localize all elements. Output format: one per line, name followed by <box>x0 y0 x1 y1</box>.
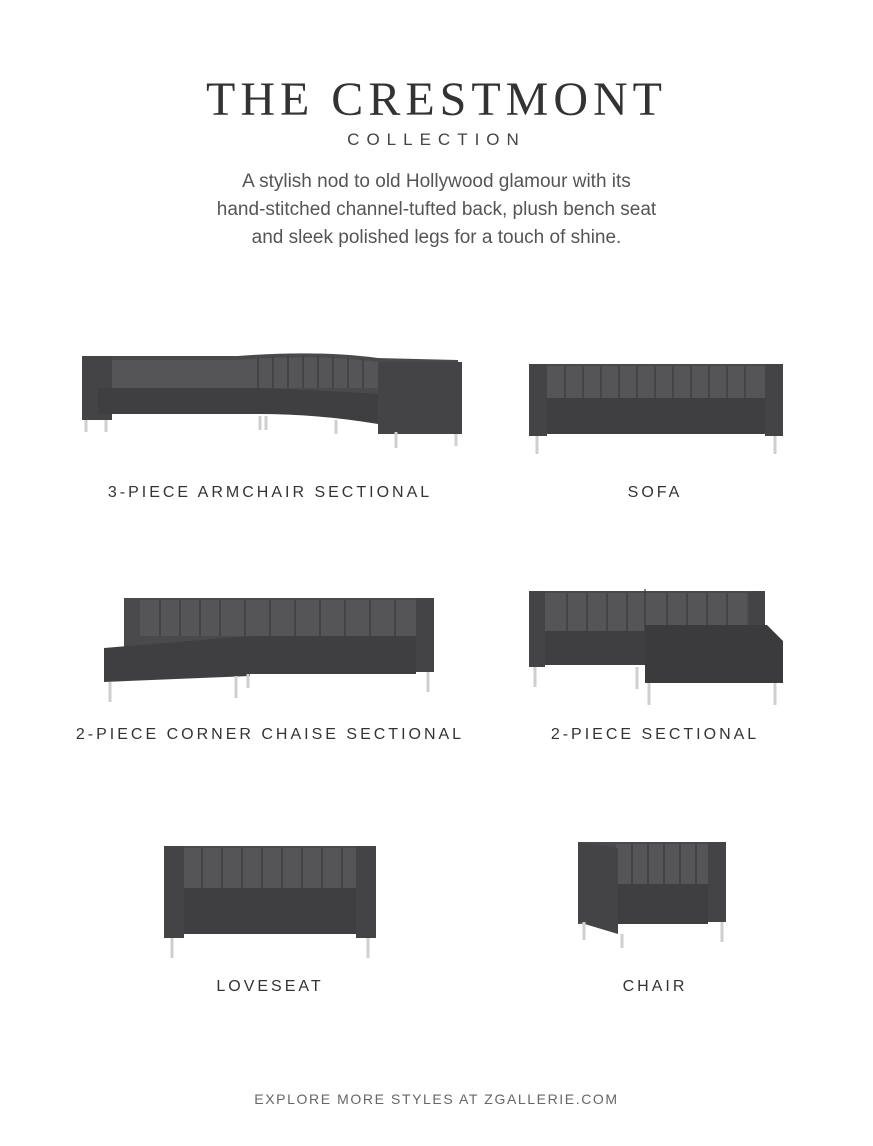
collection-title: THE CRESTMONT <box>206 73 667 126</box>
collection-subtitle: COLLECTION <box>347 130 526 149</box>
product-label: CHAIR <box>622 978 688 995</box>
armchair-sectional-image <box>78 348 470 458</box>
corner-chaise-sectional-image <box>100 592 440 707</box>
product-label: 2-PIECE CORNER CHAISE SECTIONAL <box>75 726 465 743</box>
product-label: LOVESEAT <box>216 978 324 995</box>
description-line: and sleek polished legs for a touch of shine. <box>251 227 622 248</box>
product-label: 3-PIECE ARMCHAIR SECTIONAL <box>107 484 433 501</box>
collection-description <box>150 168 723 252</box>
sofa-image <box>525 358 787 458</box>
loveseat-image <box>160 840 380 965</box>
description-line: hand-stitched channel-tufted back, plush bench seat <box>216 199 657 220</box>
product-label: SOFA <box>627 484 683 501</box>
footer-link[interactable]: EXPLORE MORE STYLES AT ZGALLERIE.COM <box>254 1091 619 1107</box>
chair-image <box>574 836 734 951</box>
two-piece-sectional-image <box>527 585 789 710</box>
product-label: 2-PIECE SECTIONAL <box>550 726 760 743</box>
description-line: A stylish nod to old Hollywood glamour with its <box>242 171 631 192</box>
